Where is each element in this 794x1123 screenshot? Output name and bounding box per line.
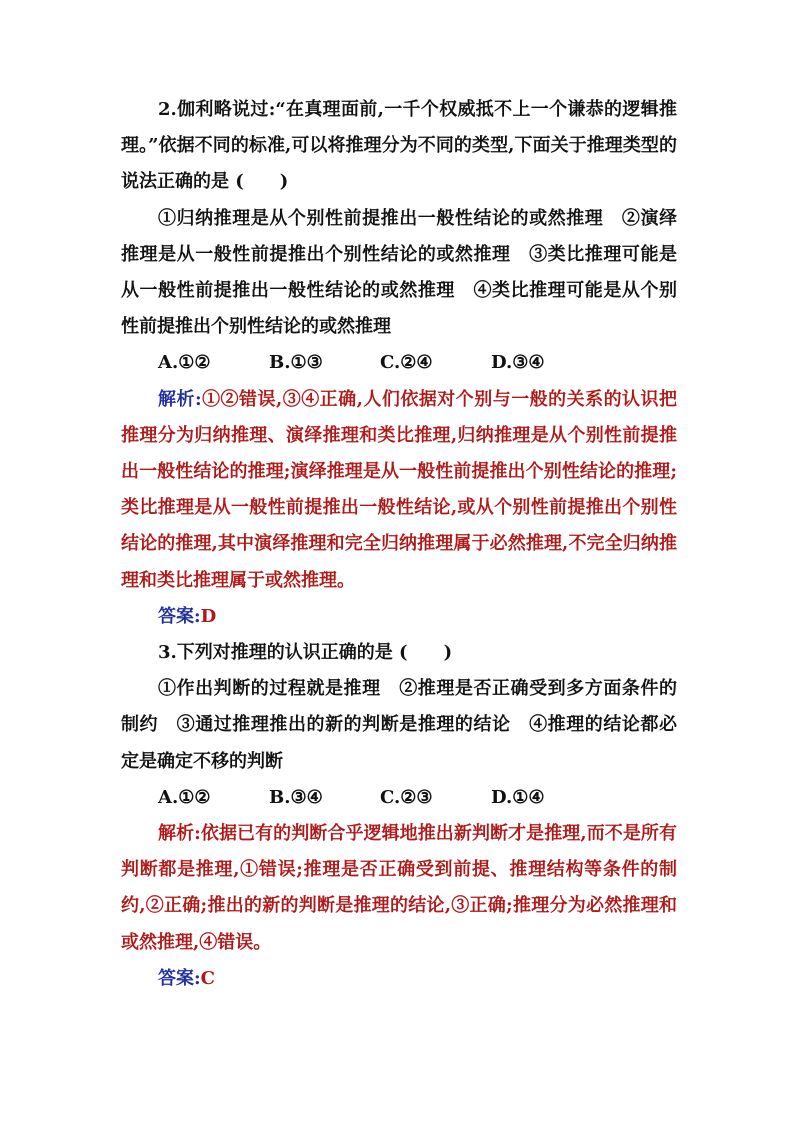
q3-option-a: A.①② [158, 786, 211, 808]
q2-options [121, 345, 677, 381]
q3-option-c: C.②③ [380, 786, 433, 808]
q3-statements: ①作出判断的过程就是推理 ②推理是否正确受到多方面条件的制约 ③通过推理推出的新的判断是推理的结论 ④推理的结论都必定是确定不移的判断 [121, 678, 677, 772]
q3-analysis [121, 816, 677, 961]
q3-option-d: D.①④ [491, 786, 545, 808]
q2-option-a: A.①② [158, 352, 211, 374]
q2-analysis-label: 解析: [158, 388, 202, 410]
q2-answer-label: 答案: [158, 605, 201, 627]
q2-option-b: B.①③ [269, 352, 323, 374]
q3-options [121, 780, 677, 816]
q2-option-d: D.③④ [491, 352, 545, 374]
q3-answer-label: 答案: [158, 967, 201, 989]
q3-stem: 3.下列对推理的认识正确的是 ( ) [158, 642, 453, 664]
q2-statements: ①归纳推理是从个别性前提推出一般性结论的或然推理 ②演绎推理是从一般性前提推出个别性结论的或然推理 ③类比推理可能是从一般性前提推出一般性结论的或然推理 ④类比推理可能是从个别性前提推出个别性结论的或然推理 [121, 207, 677, 338]
q2-answer-value: D [200, 605, 217, 627]
q3-analysis-label: 解析: [158, 823, 201, 845]
q2-option-c: C.②④ [380, 352, 433, 374]
q2-analysis-text: ①②错误,③④正确,人们依据对个别与一般的关系的认识把推理分为归纳推理、演绎推理和类比推理,归纳推理是从个别性前提推出一般性结论的推理;演绎推理是从一般性前提推出个别性结论的推理;类比推理是从一般性前提推出一般性结论,或从个别性前提推出个别性结论的推理,其中演绎推理和完全归纳推理属于必然推理,不完全归纳推理和类比推理属于或然推理。 [121, 388, 677, 591]
question-content [121, 92, 677, 997]
q2-stem: 2.伽利略说过:“在真理面前,一千个权威抵不上一个谦恭的逻辑推理。”依据不同的标准,可以将推理分为不同的类型,下面关于推理类型的说法正确的是 ( ) [121, 99, 677, 193]
q2-answer [121, 599, 677, 635]
q3-answer [121, 961, 677, 997]
q3-answer-value: C [200, 967, 215, 989]
q2-analysis [121, 382, 677, 599]
q3-option-b: B.③④ [269, 786, 323, 808]
q3-analysis-text: 依据已有的判断合乎逻辑地推出新判断才是推理,而不是所有判断都是推理,①错误;推理是否正确受到前提、推理结构等条件的制约,②正确;推出的新的判断是推理的结论,③正确;推理分为必然推理和或然推理,④错误。 [121, 823, 677, 953]
